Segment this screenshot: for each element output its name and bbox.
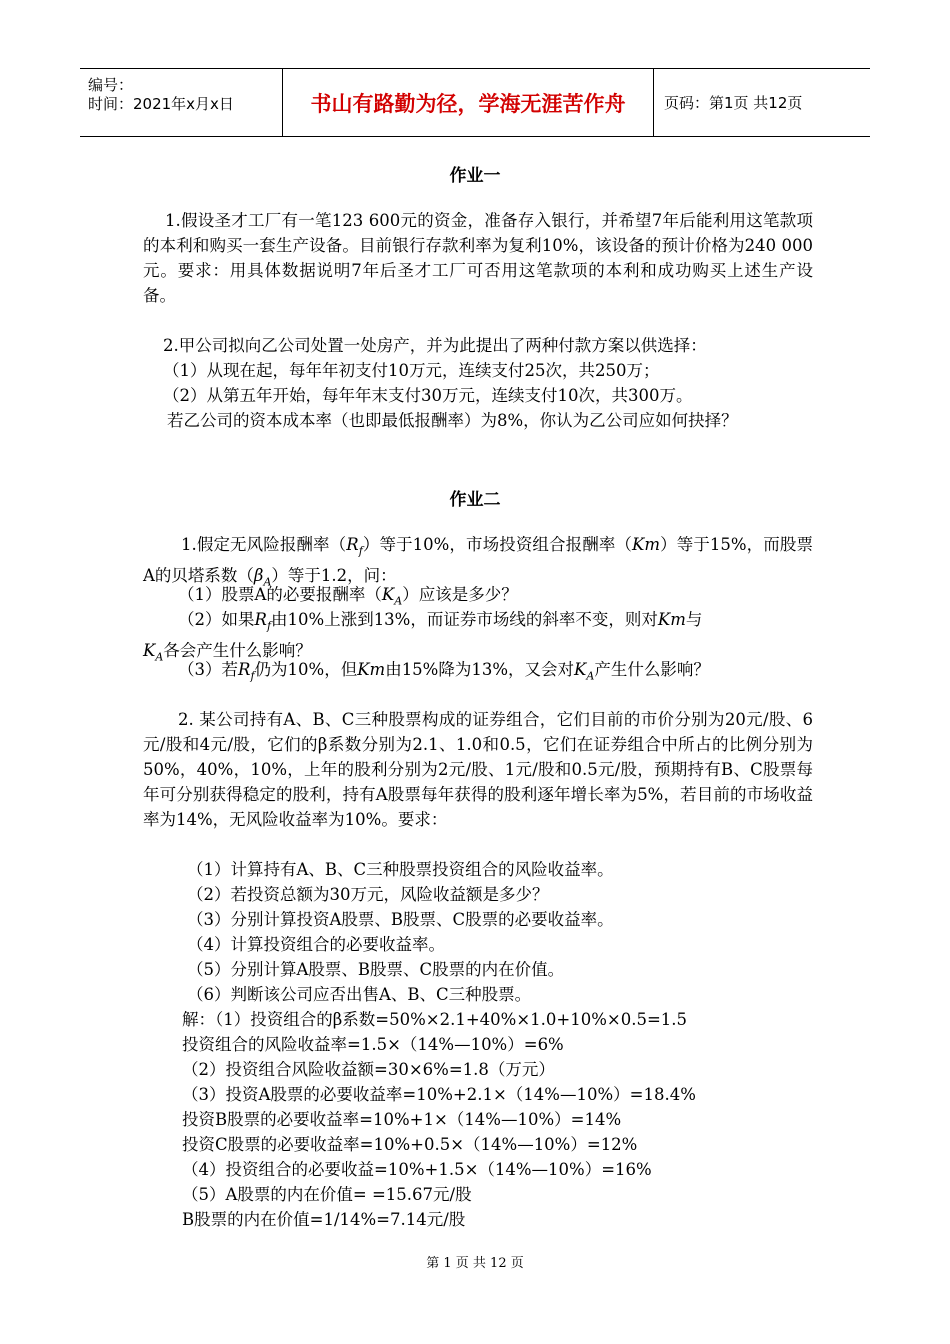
- answer-line-9: B股票的内在价值=1/14%=7.14元/股: [182, 1210, 466, 1229]
- hw2-q2-req-6: （6）判断该公司应否出售A、B、C三种股票。: [187, 985, 532, 1004]
- hw1-question-1: 1.假设圣才工厂有一笔123 600元的资金，准备存入银行，并希望7年后能利用这笔款项的本利和购买一套生产设备。目前银行存款利率为复利10%，该设备的预计价格为240 000元。要求：用具体数据说明7年后圣才工厂可否用这笔款项的本利和成功购买上述生产设备。: [143, 211, 813, 305]
- hw2-title: 作业二: [449, 490, 501, 510]
- answer-line-4: （3）投资A股票的必要收益率=10%+2.1×（14%—10%）=18.4%: [182, 1085, 696, 1104]
- hw2-q2-req-5: （5）分别计算A股票、B股票、C股票的内在价值。: [187, 960, 565, 979]
- page-header: [80, 68, 870, 137]
- header-page-info: 页码：第1页 共12页: [664, 94, 803, 112]
- hw1-question-2-intro: 2.甲公司拟向乙公司处置一处房产，并为此提出了两种付款方案以供选择：: [163, 336, 707, 355]
- hw2-q2-req-2: （2）若投资总额为30万元，风险收益额是多少？: [187, 885, 549, 904]
- answer-line-3: （2）投资组合风险收益额=30×6%=1.8（万元）: [182, 1060, 555, 1079]
- answer-line-2: 投资组合的风险收益率=1.5×（14%—10%）=6%: [182, 1035, 564, 1054]
- hw1-title: 作业一: [449, 166, 501, 186]
- hw2-q1-sub-1: （1）股票A的必要报酬率$(K_A)$应该是多少？: [178, 585, 518, 608]
- hw2-question-2-intro: 2. 某公司持有A、B、C三种股票构成的证券组合，它们目前的市价分别为20元/股、6元/股和4元/股，它们的β系数分别为2.1、1.0和0.5，它们在证券组合中所占的比例分别为50%，40%，10%，上年的股利分别为2元/股、1元/股和0.5元/股，预期持有B、C股票每年可分别获得稳定的股利，持有A股票每年获得的股利逐年增长率为5%，若目前的市场收益率为14%，无风险收益率为10%。要求：: [143, 710, 813, 829]
- header-motto: 书山有路勤为径，学海无涯苦作舟: [283, 69, 654, 136]
- time-label: 时间：2021年x月x日: [88, 95, 234, 113]
- hw2-q2-req-3: （3）分别计算投资A股票、B股票、C股票的必要收益率。: [187, 910, 614, 929]
- hw2-q1-sub-2: （2）如果$R_f$由10%上涨到13%，而证券市场线的斜率不变，则对Km与 $K_A$各会产生什么影响？: [143, 610, 703, 664]
- answer-line-5: 投资B股票的必要收益率=10%+1×（14%—10%）=14%: [182, 1110, 622, 1129]
- answer-line-8: （5）A股票的内在价值= =15.67元/股: [182, 1185, 472, 1204]
- serial-label: 编号：: [88, 76, 134, 94]
- hw1-question-2-ask: 若乙公司的资本成本率（也即最低报酬率）为8%，你认为乙公司应如何抉择？: [167, 411, 738, 430]
- hw2-q1-sub-3: （3）若$R_f$仍为10%，但Km由15%降为13%，又会对$K_A$产生什么影响？: [178, 660, 710, 683]
- hw1-question-2-option-2: （2）从第五年开始，每年年末支付30万元，连续支付10次，共300万。: [163, 386, 693, 405]
- hw1-question-2-option-1: （1）从现在起，每年年初支付10万元，连续支付25次，共250万；: [163, 361, 660, 380]
- answer-line-7: （4）投资组合的必要收益=10%+1.5×（14%—10%）=16%: [182, 1160, 652, 1179]
- hw2-question-1: 1.假定无风险报酬率$(R_f)$等于10%，市场投资组合报酬率（Km）等于15%，而股票A的贝塔系数$(\beta_A)$等于1.2，问：: [143, 535, 813, 589]
- answer-line-1: 解：（1）投资组合的β系数=50%×2.1+40%×1.0+10%×0.5=1.5: [182, 1010, 688, 1029]
- answer-line-6: 投资C股票的必要收益率=10%+0.5×（14%—10%）=12%: [182, 1135, 638, 1154]
- header-meta: [80, 69, 283, 136]
- hw2-q2-req-1: （1）计算持有A、B、C三种股票投资组合的风险收益率。: [187, 860, 614, 879]
- hw2-q2-req-4: （4）计算投资组合的必要收益率。: [187, 935, 445, 954]
- page-footer: 第 1 页 共 12 页: [426, 1256, 524, 1271]
